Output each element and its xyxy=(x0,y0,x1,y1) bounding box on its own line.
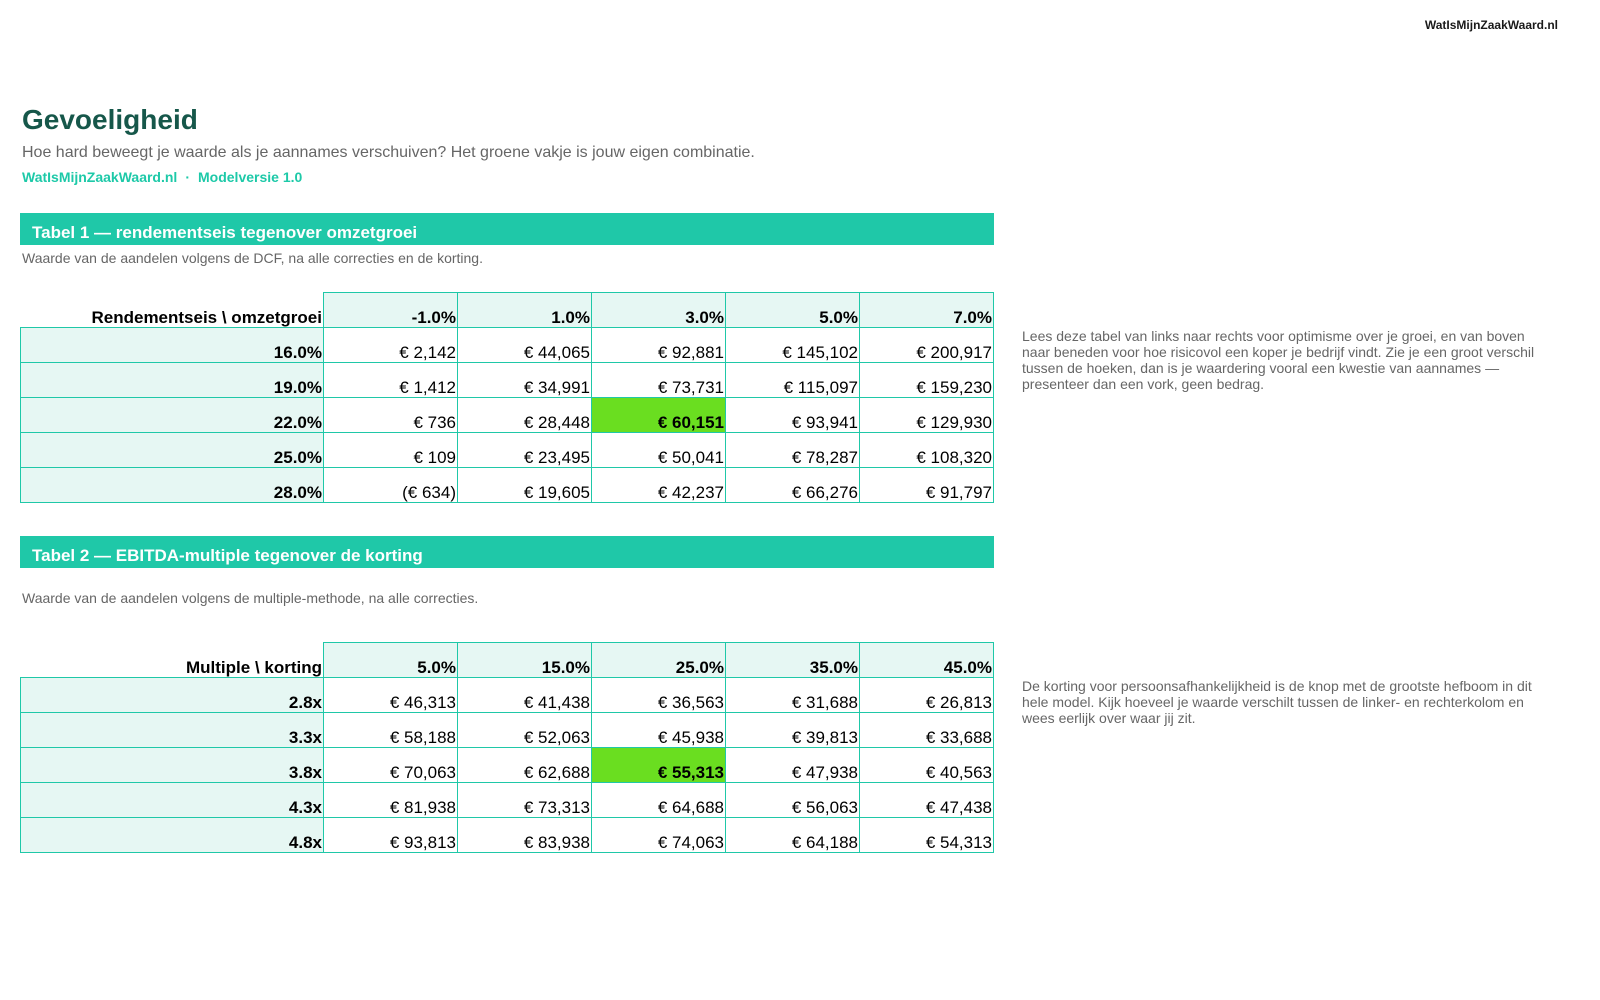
meta-version: Modelversie 1.0 xyxy=(198,169,303,185)
row-header: 28.0% xyxy=(21,468,324,503)
table-cell[interactable]: € 40,563 xyxy=(860,748,994,783)
highlighted-cell[interactable]: € 55,313 xyxy=(592,748,726,783)
table-cell[interactable]: € 73,731 xyxy=(592,363,726,398)
row-header: 25.0% xyxy=(21,433,324,468)
table-cell[interactable]: € 56,063 xyxy=(726,783,860,818)
table-cell[interactable]: € 1,412 xyxy=(324,363,458,398)
table-header-row xyxy=(21,643,994,678)
table-cell[interactable]: € 74,063 xyxy=(592,818,726,853)
table-cell[interactable]: € 62,688 xyxy=(458,748,592,783)
table-cell[interactable]: € 33,688 xyxy=(860,713,994,748)
column-header: 25.0% xyxy=(592,643,726,678)
sensitivity-table-2 xyxy=(20,642,994,853)
table-cell[interactable]: € 78,287 xyxy=(726,433,860,468)
table-cell[interactable]: € 736 xyxy=(324,398,458,433)
table-cell[interactable]: € 109 xyxy=(324,433,458,468)
table-cell[interactable]: € 26,813 xyxy=(860,678,994,713)
table-cell[interactable]: € 129,930 xyxy=(860,398,994,433)
table-cell[interactable]: € 46,313 xyxy=(324,678,458,713)
table-header-row xyxy=(21,293,994,328)
table-cell[interactable]: € 91,797 xyxy=(860,468,994,503)
column-header: 35.0% xyxy=(726,643,860,678)
page-subtitle: Hoe hard beweegt je waarde als je aannames verschuiven? Het groene vakje is jouw eigen combinatie. xyxy=(22,144,755,161)
column-header: 5.0% xyxy=(324,643,458,678)
column-header: 15.0% xyxy=(458,643,592,678)
table-cell[interactable]: € 64,188 xyxy=(726,818,860,853)
table-corner-label: Rendementseis \ omzetgroei xyxy=(91,308,322,327)
row-header: 16.0% xyxy=(21,328,324,363)
table-cell[interactable]: € 19,605 xyxy=(458,468,592,503)
table-cell[interactable]: € 50,041 xyxy=(592,433,726,468)
table-cell[interactable]: € 42,237 xyxy=(592,468,726,503)
brand-logo-text: WatIsMijnZaakWaard.nl xyxy=(1424,18,1558,32)
table-cell[interactable]: € 31,688 xyxy=(726,678,860,713)
table-row xyxy=(21,818,994,853)
table-row xyxy=(21,678,994,713)
table-cell[interactable]: (€ 634) xyxy=(324,468,458,503)
table2-note: De korting voor persoonsafhankelijkheid is de knop met de grootste hefboom in dit hele model. Kijk hoeveel je waarde verschilt tussen de linker- en rechterkolom en wees eerlijk over waar jij zit. xyxy=(1022,678,1532,726)
column-header: 1.0% xyxy=(458,293,592,328)
table-cell[interactable]: € 34,991 xyxy=(458,363,592,398)
table-cell[interactable]: € 44,065 xyxy=(458,328,592,363)
table-cell[interactable]: € 93,813 xyxy=(324,818,458,853)
table-row xyxy=(21,748,994,783)
table-cell[interactable]: € 145,102 xyxy=(726,328,860,363)
table2-description: Waarde van de aandelen volgens de multiple-methode, na alle correcties. xyxy=(22,590,479,606)
row-header: 19.0% xyxy=(21,363,324,398)
column-header: 5.0% xyxy=(726,293,860,328)
row-header: 3.3x xyxy=(21,713,324,748)
row-header: 3.8x xyxy=(21,748,324,783)
page-meta xyxy=(22,169,302,185)
meta-separator: · xyxy=(185,169,190,185)
table1-note: Lees deze tabel van links naar rechts voor optimisme over je groei, en van boven naar beneden voor hoe risicovol een koper je bedrijf vindt. Zie je een groot verschil tussen de hoeken, dan is je waardering vooral een kwestie van aannames — presenteer dan een vork, geen bedrag. xyxy=(1022,328,1535,392)
table-cell[interactable]: € 54,313 xyxy=(860,818,994,853)
table-cell[interactable]: € 52,063 xyxy=(458,713,592,748)
table-row xyxy=(21,363,994,398)
row-header: 4.8x xyxy=(21,818,324,853)
table-cell[interactable]: € 83,938 xyxy=(458,818,592,853)
table-cell[interactable]: € 47,938 xyxy=(726,748,860,783)
table-cell[interactable]: € 45,938 xyxy=(592,713,726,748)
table-cell[interactable]: € 36,563 xyxy=(592,678,726,713)
meta-site-link[interactable]: WatIsMijnZaakWaard.nl xyxy=(22,169,178,185)
page-title: Gevoeligheid xyxy=(22,104,198,135)
table-corner-label: Multiple \ korting xyxy=(186,658,322,677)
table-row xyxy=(21,433,994,468)
column-header: -1.0% xyxy=(324,293,458,328)
table2-header-bar: Tabel 2 — EBITDA-multiple tegenover de korting xyxy=(20,536,994,568)
table1-header-bar: Tabel 1 — rendementseis tegenover omzetgroei xyxy=(20,213,994,245)
table-cell[interactable]: € 115,097 xyxy=(726,363,860,398)
table-cell[interactable]: € 159,230 xyxy=(860,363,994,398)
table-row xyxy=(21,713,994,748)
table-cell[interactable]: € 2,142 xyxy=(324,328,458,363)
row-header: 22.0% xyxy=(21,398,324,433)
table-row xyxy=(21,783,994,818)
table-cell[interactable]: € 200,917 xyxy=(860,328,994,363)
table-cell[interactable]: € 93,941 xyxy=(726,398,860,433)
table-cell[interactable]: € 39,813 xyxy=(726,713,860,748)
table-cell[interactable]: € 66,276 xyxy=(726,468,860,503)
table-cell[interactable]: € 81,938 xyxy=(324,783,458,818)
column-header: 7.0% xyxy=(860,293,994,328)
highlighted-cell[interactable]: € 60,151 xyxy=(592,398,726,433)
sensitivity-table-1 xyxy=(20,292,994,503)
row-header: 2.8x xyxy=(21,678,324,713)
row-header: 4.3x xyxy=(21,783,324,818)
table1-description: Waarde van de aandelen volgens de DCF, na alle correcties en de korting. xyxy=(22,250,483,266)
column-header: 3.0% xyxy=(592,293,726,328)
table-cell[interactable]: € 28,448 xyxy=(458,398,592,433)
table-cell[interactable]: € 58,188 xyxy=(324,713,458,748)
table-cell[interactable]: € 92,881 xyxy=(592,328,726,363)
table-row xyxy=(21,328,994,363)
column-header: 45.0% xyxy=(860,643,994,678)
table-row xyxy=(21,468,994,503)
table-cell[interactable]: € 73,313 xyxy=(458,783,592,818)
table-cell[interactable]: € 41,438 xyxy=(458,678,592,713)
table-row xyxy=(21,398,994,433)
table-cell[interactable]: € 70,063 xyxy=(324,748,458,783)
table-cell[interactable]: € 23,495 xyxy=(458,433,592,468)
table-cell[interactable]: € 47,438 xyxy=(860,783,994,818)
table-cell[interactable]: € 64,688 xyxy=(592,783,726,818)
table-cell[interactable]: € 108,320 xyxy=(860,433,994,468)
